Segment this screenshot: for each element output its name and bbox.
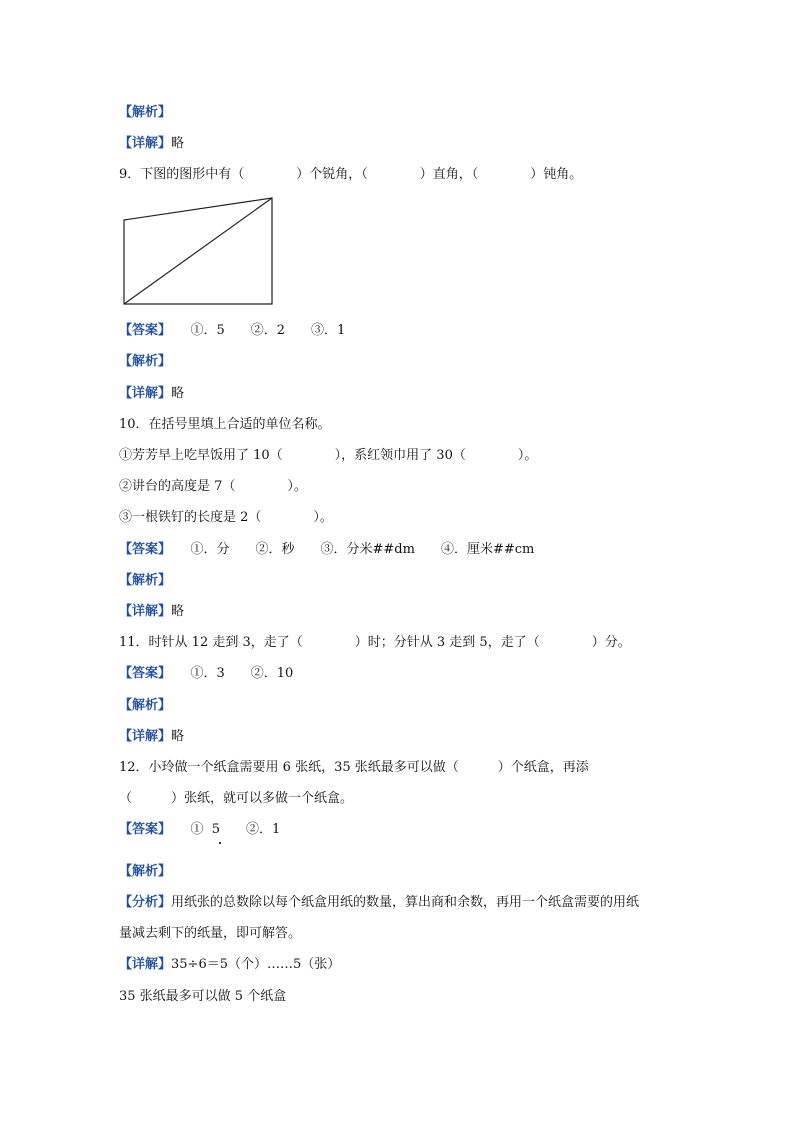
question-11: 11．时针从 12 走到 3，走了（ ）时；分针从 3 走到 5，走了（ ）分。 (119, 635, 631, 650)
line-detail-10: 【详解】略 (119, 604, 185, 619)
answer-11: 【答案】 ①．3 ②．10 (119, 666, 294, 681)
answer-9: 【答案】 ①．5 ②．2 ③．1 (119, 323, 346, 338)
question-10: 10．在括号里填上合适的单位名称。 (119, 417, 331, 432)
line-analysis-9: 【解析】 (119, 354, 172, 369)
quadrilateral-figure (122, 196, 276, 308)
line-analysis-11: 【解析】 (119, 698, 172, 713)
question-10-part-1: ①芳芳早上吃早饭用了 10（ ），系红领巾用了 30（ ）。 (119, 448, 538, 463)
answer-10: 【答案】 ①．分 ②．秒 ③．分米##dm ④．厘米##cm (119, 542, 535, 557)
analysis-12-line-1: 【分析】用纸张的总数除以每个纸盒用纸的数量，算出商和余数，再用一个纸盒需要的用纸 (119, 895, 640, 910)
question-10-part-3: ③一根铁钉的长度是 2（ ）。 (119, 510, 333, 525)
line-detail-8: 【详解】略 (119, 136, 185, 151)
stray-mark (219, 842, 221, 844)
answer-12: 【答案】 ① 5 ②．1 (119, 822, 281, 837)
detail-12-line-1: 【详解】35÷6＝5（个）……5（张） (119, 957, 341, 972)
question-10-part-2: ②讲台的高度是 7（ ）。 (119, 479, 307, 494)
question-9: 9．下图的图形中有（ ）个锐角，（ ）直角，（ ）钝角。 (119, 167, 583, 182)
question-12-line-2: （ ）张纸，就可以多做一个纸盒。 (119, 791, 354, 806)
question-12-line-1: 12．小玲做一个纸盒需要用 6 张纸，35 张纸最多可以做（ ）个纸盒，再添 (119, 760, 589, 775)
line-analysis-10: 【解析】 (119, 573, 172, 588)
detail-12-line-2: 35 张纸最多可以做 5 个纸盒 (119, 989, 287, 1004)
line-analysis-8: 【解析】 (119, 105, 172, 120)
diagonal-line (124, 198, 272, 304)
line-detail-11: 【详解】略 (119, 729, 185, 744)
analysis-12-line-2: 量减去剩下的纸量，即可解答。 (119, 926, 302, 941)
line-detail-9: 【详解】略 (119, 386, 185, 401)
line-analysis-12: 【解析】 (119, 864, 172, 879)
